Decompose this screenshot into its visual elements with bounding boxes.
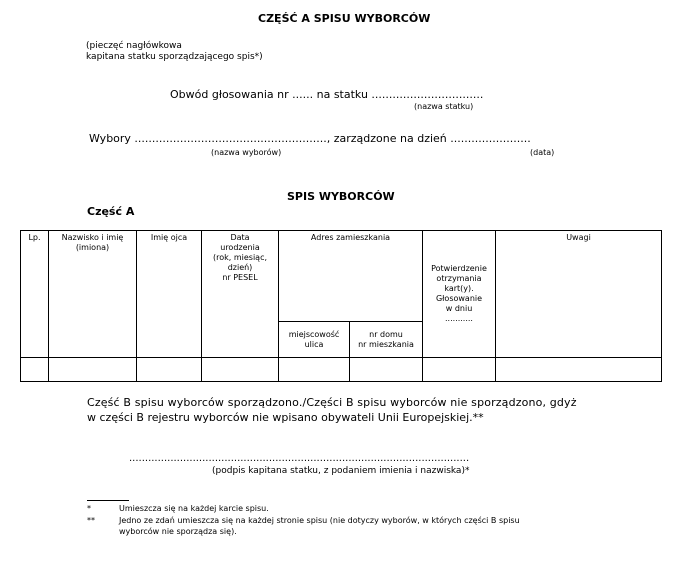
footnote-2-mark: **	[87, 516, 95, 525]
cell-lp[interactable]	[21, 358, 49, 382]
part-label: Część A	[87, 205, 135, 218]
date-caption: (data)	[530, 148, 555, 157]
voters-table	[20, 230, 662, 382]
footnote-1-mark: *	[87, 504, 91, 513]
header-lp: Lp.	[21, 231, 49, 358]
header-father-name: Imię ojca	[137, 231, 202, 358]
cell-locality[interactable]	[279, 358, 350, 382]
district-caption: (nazwa statku)	[414, 102, 474, 111]
cell-confirmation[interactable]	[423, 358, 496, 382]
stamp-note-line-1: (pieczęć nagłówkowa	[86, 41, 182, 51]
cell-remarks[interactable]	[496, 358, 662, 382]
document-title: CZĘŚĆ A SPISU WYBORCÓW	[258, 12, 431, 25]
header-house-number: nr domu nr mieszkania	[350, 322, 423, 358]
footnote-1-text: Umieszcza się na każdej karcie spisu.	[119, 504, 269, 513]
header-remarks: Uwagi	[496, 231, 662, 358]
footnote-2-text: Jedno ze zdań umieszcza się na każdej stronie spisu (nie dotyczy wyborów, w których części B spisu	[119, 516, 520, 525]
cell-name[interactable]	[49, 358, 137, 382]
stamp-note-line-2: kapitana statku sporządzającego spis*)	[86, 52, 263, 62]
signature-line: ...........................................................................................................	[129, 453, 470, 464]
header-confirmation: Potwierdzenie otrzymania kart(y). Głosowanie w dniu ...........	[423, 231, 496, 358]
footnote-2-text-continued: wyborców nie sporządza się).	[119, 527, 237, 536]
cell-father-name[interactable]	[137, 358, 202, 382]
part-b-text-line-1: Część B spisu wyborców sporządzono./Części B spisu wyborców nie sporządzono, gdyż	[87, 396, 577, 409]
election-line: Wybory ......................................................., zarządzone na dzień .......................	[89, 132, 531, 145]
list-title: SPIS WYBORCÓW	[287, 190, 395, 203]
signature-caption: (podpis kapitana statku, z podaniem imienia i nazwiska)*	[212, 466, 470, 476]
table-row	[21, 358, 662, 382]
header-name: Nazwisko i imię (imiona)	[49, 231, 137, 358]
cell-house-number[interactable]	[350, 358, 423, 382]
header-address: Adres zamieszkania	[279, 231, 423, 322]
header-locality-street: miejscowość ulica	[279, 322, 350, 358]
part-b-text-line-2: w części B rejestru wyborców nie wpisano obywateli Unii Europejskiej.**	[87, 411, 484, 424]
election-caption: (nazwa wyborów)	[211, 148, 282, 157]
district-line: Obwód głosowania nr ...... na statku ................................	[170, 88, 484, 101]
header-birth-date: Data urodzenia (rok, miesiąc, dzień) nr PESEL	[202, 231, 279, 358]
cell-birth-date[interactable]	[202, 358, 279, 382]
footnote-divider	[87, 500, 129, 501]
